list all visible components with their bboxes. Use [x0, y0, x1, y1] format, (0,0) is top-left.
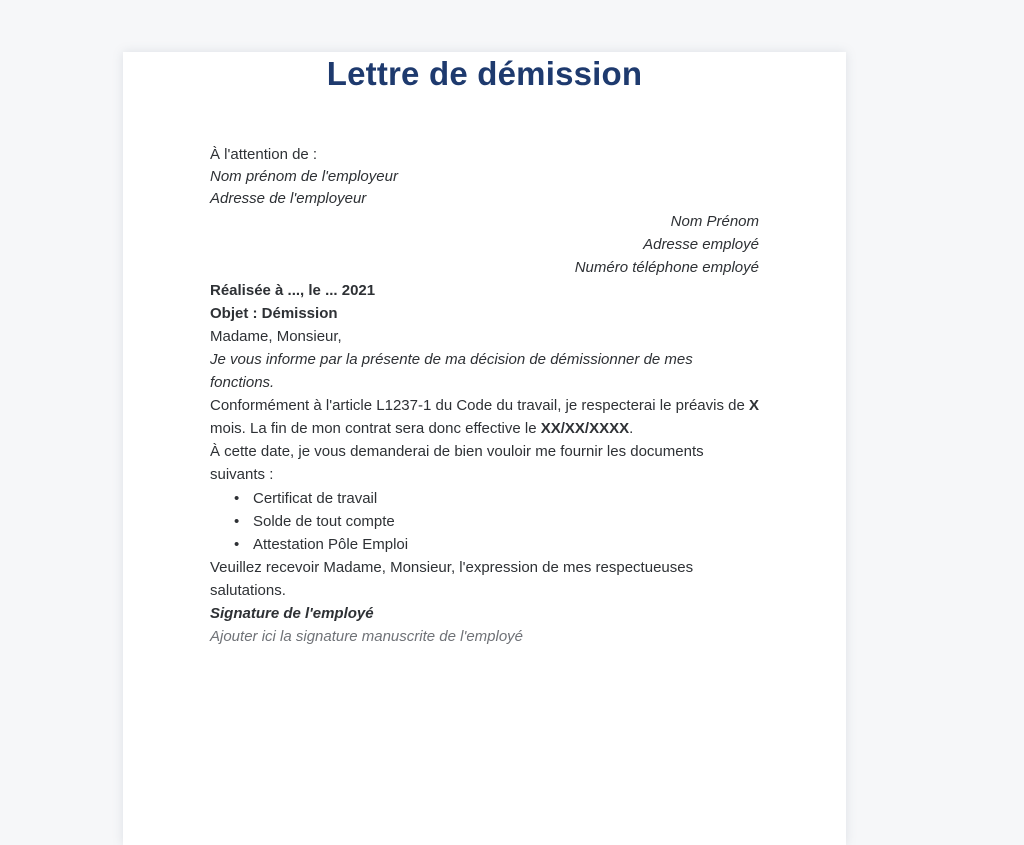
- list-item-solde: • Solde de tout compte: [210, 510, 759, 533]
- intro-paragraph: Je vous informe par la présente de ma décision de démissionner de mes fonctions.: [210, 351, 693, 391]
- documents-list: [210, 487, 759, 556]
- sender-address-line: Adresse employé: [643, 236, 759, 253]
- recipient-name-line: Nom prénom de l'employeur: [210, 168, 398, 185]
- subject-line: Objet : Démission: [210, 305, 338, 322]
- sender-block: [210, 210, 759, 279]
- letter-title: Lettre de démission: [326, 55, 643, 92]
- sender-name-line: Nom Prénom: [670, 213, 759, 230]
- salutation: Madame, Monsieur,: [210, 328, 342, 345]
- letter-page: [123, 52, 846, 845]
- recipient-address-line: Adresse de l'employeur: [210, 190, 367, 207]
- document-viewer-background: [0, 52, 1024, 845]
- closing-line-1: Veuillez recevoir Madame, Monsieur, l'expression de mes respectueuses: [210, 559, 694, 576]
- recipient-block: [210, 144, 759, 210]
- list-item-certificat: • Certificat de travail: [210, 487, 759, 510]
- closing-paragraph: [210, 556, 759, 602]
- notice-date-placeholder: XX/XX/XXXX: [540, 420, 630, 437]
- documents-intro: À cette date, je vous demanderai de bien vouloir me fournir les documents suivants :: [210, 443, 704, 483]
- signature-label: Signature de l'employé: [210, 605, 374, 622]
- closing-line-2: salutations.: [210, 582, 286, 599]
- sender-phone-line: Numéro téléphone employé: [574, 259, 759, 276]
- notice-text-part2: mois. La fin de mon contrat sera donc effective le: [210, 420, 541, 437]
- notice-months-placeholder: X: [748, 397, 759, 414]
- notice-paragraph: [210, 394, 759, 440]
- recipient-heading: À l'attention de :: [210, 146, 318, 163]
- signature-hint: Ajouter ici la signature manuscrite de l'employé: [210, 628, 524, 645]
- date-line: Réalisée à ..., le ... 2021: [210, 282, 376, 299]
- list-item-attestation: • Attestation Pôle Emploi: [210, 533, 759, 556]
- notice-text-part3: .: [629, 420, 634, 437]
- notice-text-part1: Conformément à l'article L1237-1 du Code du travail, je respecterai le préavis de: [210, 397, 749, 414]
